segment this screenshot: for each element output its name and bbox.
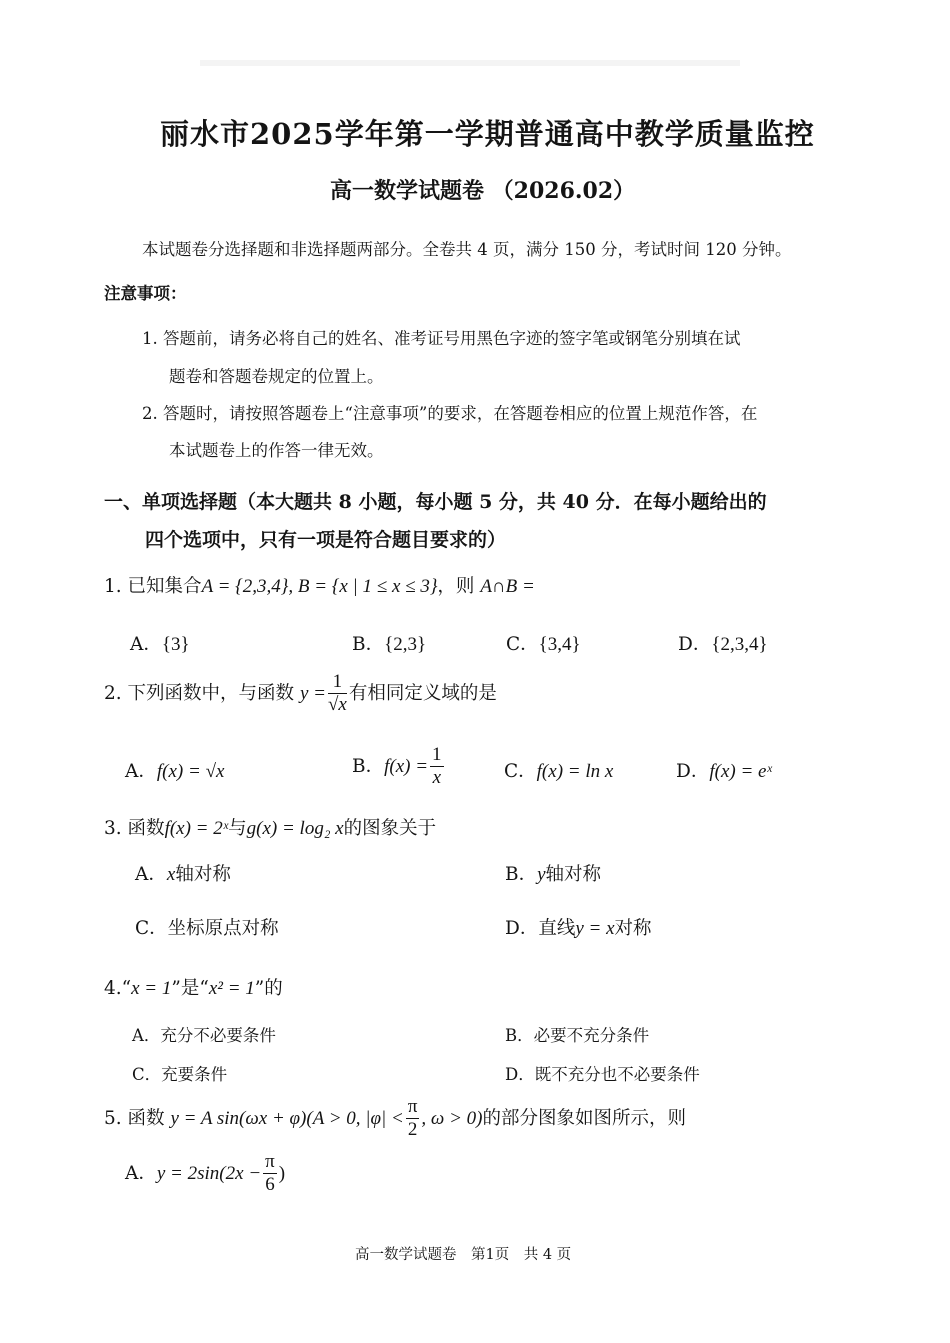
option-label: A． — [135, 864, 167, 885]
q1-option-a — [130, 630, 190, 656]
fraction — [430, 745, 444, 789]
question-stem: 函数 — [127, 1107, 165, 1129]
question-stem: 已知集合 — [127, 576, 202, 597]
option-math: y — [537, 864, 546, 885]
q3-option-c — [135, 914, 279, 940]
option-value: {3,4} — [538, 634, 581, 655]
question-5 — [104, 1097, 686, 1141]
q1-option-d — [678, 630, 768, 656]
option-label: D． — [676, 761, 710, 782]
intro-text: 本试题卷分选择题和非选择题两部分。全卷共 4 页，满分 150 分，考试时间 120 分钟。 — [142, 240, 792, 259]
option-value: f(x) = √x — [156, 761, 225, 782]
option-value: 轴对称 — [175, 864, 231, 885]
option-value: {3} — [161, 634, 190, 655]
option-lhs: f(x) = — [384, 755, 429, 777]
fraction-numerator: 1 — [432, 744, 442, 765]
option-value: {2,3,4} — [711, 634, 768, 655]
option-label: C． — [135, 918, 168, 939]
option-value: {2,3} — [384, 634, 427, 655]
page-footer: 高一数学试题卷 第1页 共 4 页 — [355, 1247, 572, 1263]
fraction-numerator: π — [265, 1151, 275, 1172]
question-number: 4. — [104, 978, 122, 999]
option-label: B． — [505, 1026, 534, 1045]
question-4 — [104, 974, 283, 1000]
fraction-numerator: 1 — [328, 672, 347, 694]
question-3 — [104, 814, 436, 840]
fraction-denominator: 6 — [265, 1173, 275, 1195]
condition-1: x = 1 — [131, 978, 172, 999]
option-label: C． — [132, 1065, 162, 1084]
question-stem-tail: 的部分图象如图所示，则 — [482, 1107, 687, 1129]
option-label: D． — [678, 634, 712, 655]
option-value: f(x) = eˣ — [709, 761, 772, 782]
option-value: 充要条件 — [161, 1065, 228, 1084]
sets-expression: A = {2,3,4}, B = {x | 1 ≤ x ≤ 3} — [201, 576, 438, 597]
option-label: D． — [505, 1065, 535, 1084]
question-stem-tail: ，则 — [437, 576, 475, 597]
q2-option-d — [676, 757, 772, 783]
option-math: x — [166, 864, 176, 885]
question-2 — [104, 672, 497, 716]
question-number: 2. — [104, 682, 122, 704]
question-1 — [104, 572, 535, 598]
option-label: B． — [505, 864, 538, 885]
option-prefix: 直线 — [538, 918, 576, 939]
option-lhs: y = 2sin(2x − — [156, 1162, 262, 1184]
option-label: A． — [125, 761, 157, 782]
option-value: f(x) = ln x — [536, 761, 614, 782]
q1-option-b — [352, 630, 426, 656]
question-number: 1. — [104, 576, 122, 597]
option-value: 坐标原点对称 — [167, 918, 279, 939]
intersection-expression: A∩B = — [480, 576, 535, 597]
notice-item-2-line1: 2. 答题时，请按照答题卷上“注意事项”的要求，在答题卷相应的位置上规范作答，在 — [142, 404, 758, 423]
question-stem-tail: 的图象关于 — [343, 818, 437, 839]
function-g: g(x) = log₂ x — [246, 818, 344, 839]
option-math: y = x — [575, 918, 615, 939]
section-1-heading-line2: 四个选项中，只有一项是符合题目要求的） — [145, 529, 507, 551]
option-label: C． — [504, 761, 537, 782]
option-label: A． — [125, 1162, 157, 1184]
exam-subtitle: 高一数学试题卷 （2026.02） — [330, 178, 636, 204]
function-lhs: y = — [299, 682, 326, 704]
option-label: A． — [132, 1026, 161, 1045]
fraction-denominator: x — [432, 766, 442, 788]
fraction-denominator: 2 — [407, 1118, 418, 1140]
option-label: C． — [506, 634, 539, 655]
option-value: 充分不必要条件 — [160, 1026, 276, 1045]
function-expression-tail: , ω > 0) — [421, 1107, 483, 1129]
q5-option-a — [125, 1152, 285, 1196]
condition-2: x² = 1 — [208, 978, 255, 999]
fraction — [263, 1152, 277, 1196]
question-stem: 函数 — [127, 818, 165, 839]
option-value: 对称 — [614, 918, 652, 939]
notice-item-1-line1: 1. 答题前，请务必将自己的姓名、准考证号用黑色字迹的签字笔或钢笔分别填在试 — [142, 329, 741, 348]
option-label: B． — [352, 634, 385, 655]
notice-item-1-line2: 题卷和答题卷规定的位置上。 — [169, 367, 384, 386]
question-conjunction: 与 — [228, 818, 247, 839]
fraction — [406, 1097, 420, 1141]
quote-open: “ — [121, 978, 132, 999]
quote-middle: ”是“ — [171, 978, 209, 999]
question-number: 5. — [104, 1107, 122, 1129]
notice-item-2-line2: 本试题卷上的作答一律无效。 — [169, 441, 384, 460]
notice-heading: 注意事项： — [104, 284, 187, 303]
function-f: f(x) = 2ˣ — [164, 818, 229, 839]
option-label: B． — [352, 755, 385, 777]
option-rhs: ) — [278, 1162, 286, 1184]
section-1-heading-line1: 一、单项选择题（本大题共 8 小题，每小题 5 分，共 40 分．在每小题给出的 — [104, 491, 767, 513]
exam-title: 丽水市2025学年第一学期普通高中教学质量监控 — [160, 117, 815, 151]
q3-option-a — [135, 860, 231, 886]
option-value: 既不充分也不必要条件 — [534, 1065, 700, 1084]
option-value: 必要不充分条件 — [533, 1026, 650, 1045]
q3-option-b — [505, 860, 601, 886]
fraction-numerator: π — [407, 1096, 418, 1117]
option-label: D． — [505, 918, 539, 939]
q1-option-c — [506, 630, 581, 656]
q2-option-c — [504, 757, 613, 783]
scan-edge-shadow — [200, 60, 740, 66]
q4-option-a — [132, 1022, 276, 1046]
quote-close: ”的 — [254, 978, 283, 999]
q2-option-a — [125, 757, 224, 783]
q4-option-b — [505, 1022, 649, 1046]
fraction — [328, 672, 347, 716]
function-expression: y = A sin(ωx + φ)(A > 0, |φ| < — [170, 1107, 404, 1129]
q4-option-c — [132, 1061, 227, 1085]
q2-option-b — [352, 745, 446, 789]
q3-option-d — [505, 914, 652, 940]
question-stem: 下列函数中，与函数 — [127, 682, 295, 704]
fraction-denominator: √x — [327, 693, 347, 715]
question-number: 3. — [104, 818, 122, 839]
question-stem-tail: 有相同定义域的是 — [348, 682, 497, 704]
option-label: A． — [130, 634, 162, 655]
q4-option-d — [505, 1061, 700, 1085]
option-value: 轴对称 — [545, 864, 602, 885]
